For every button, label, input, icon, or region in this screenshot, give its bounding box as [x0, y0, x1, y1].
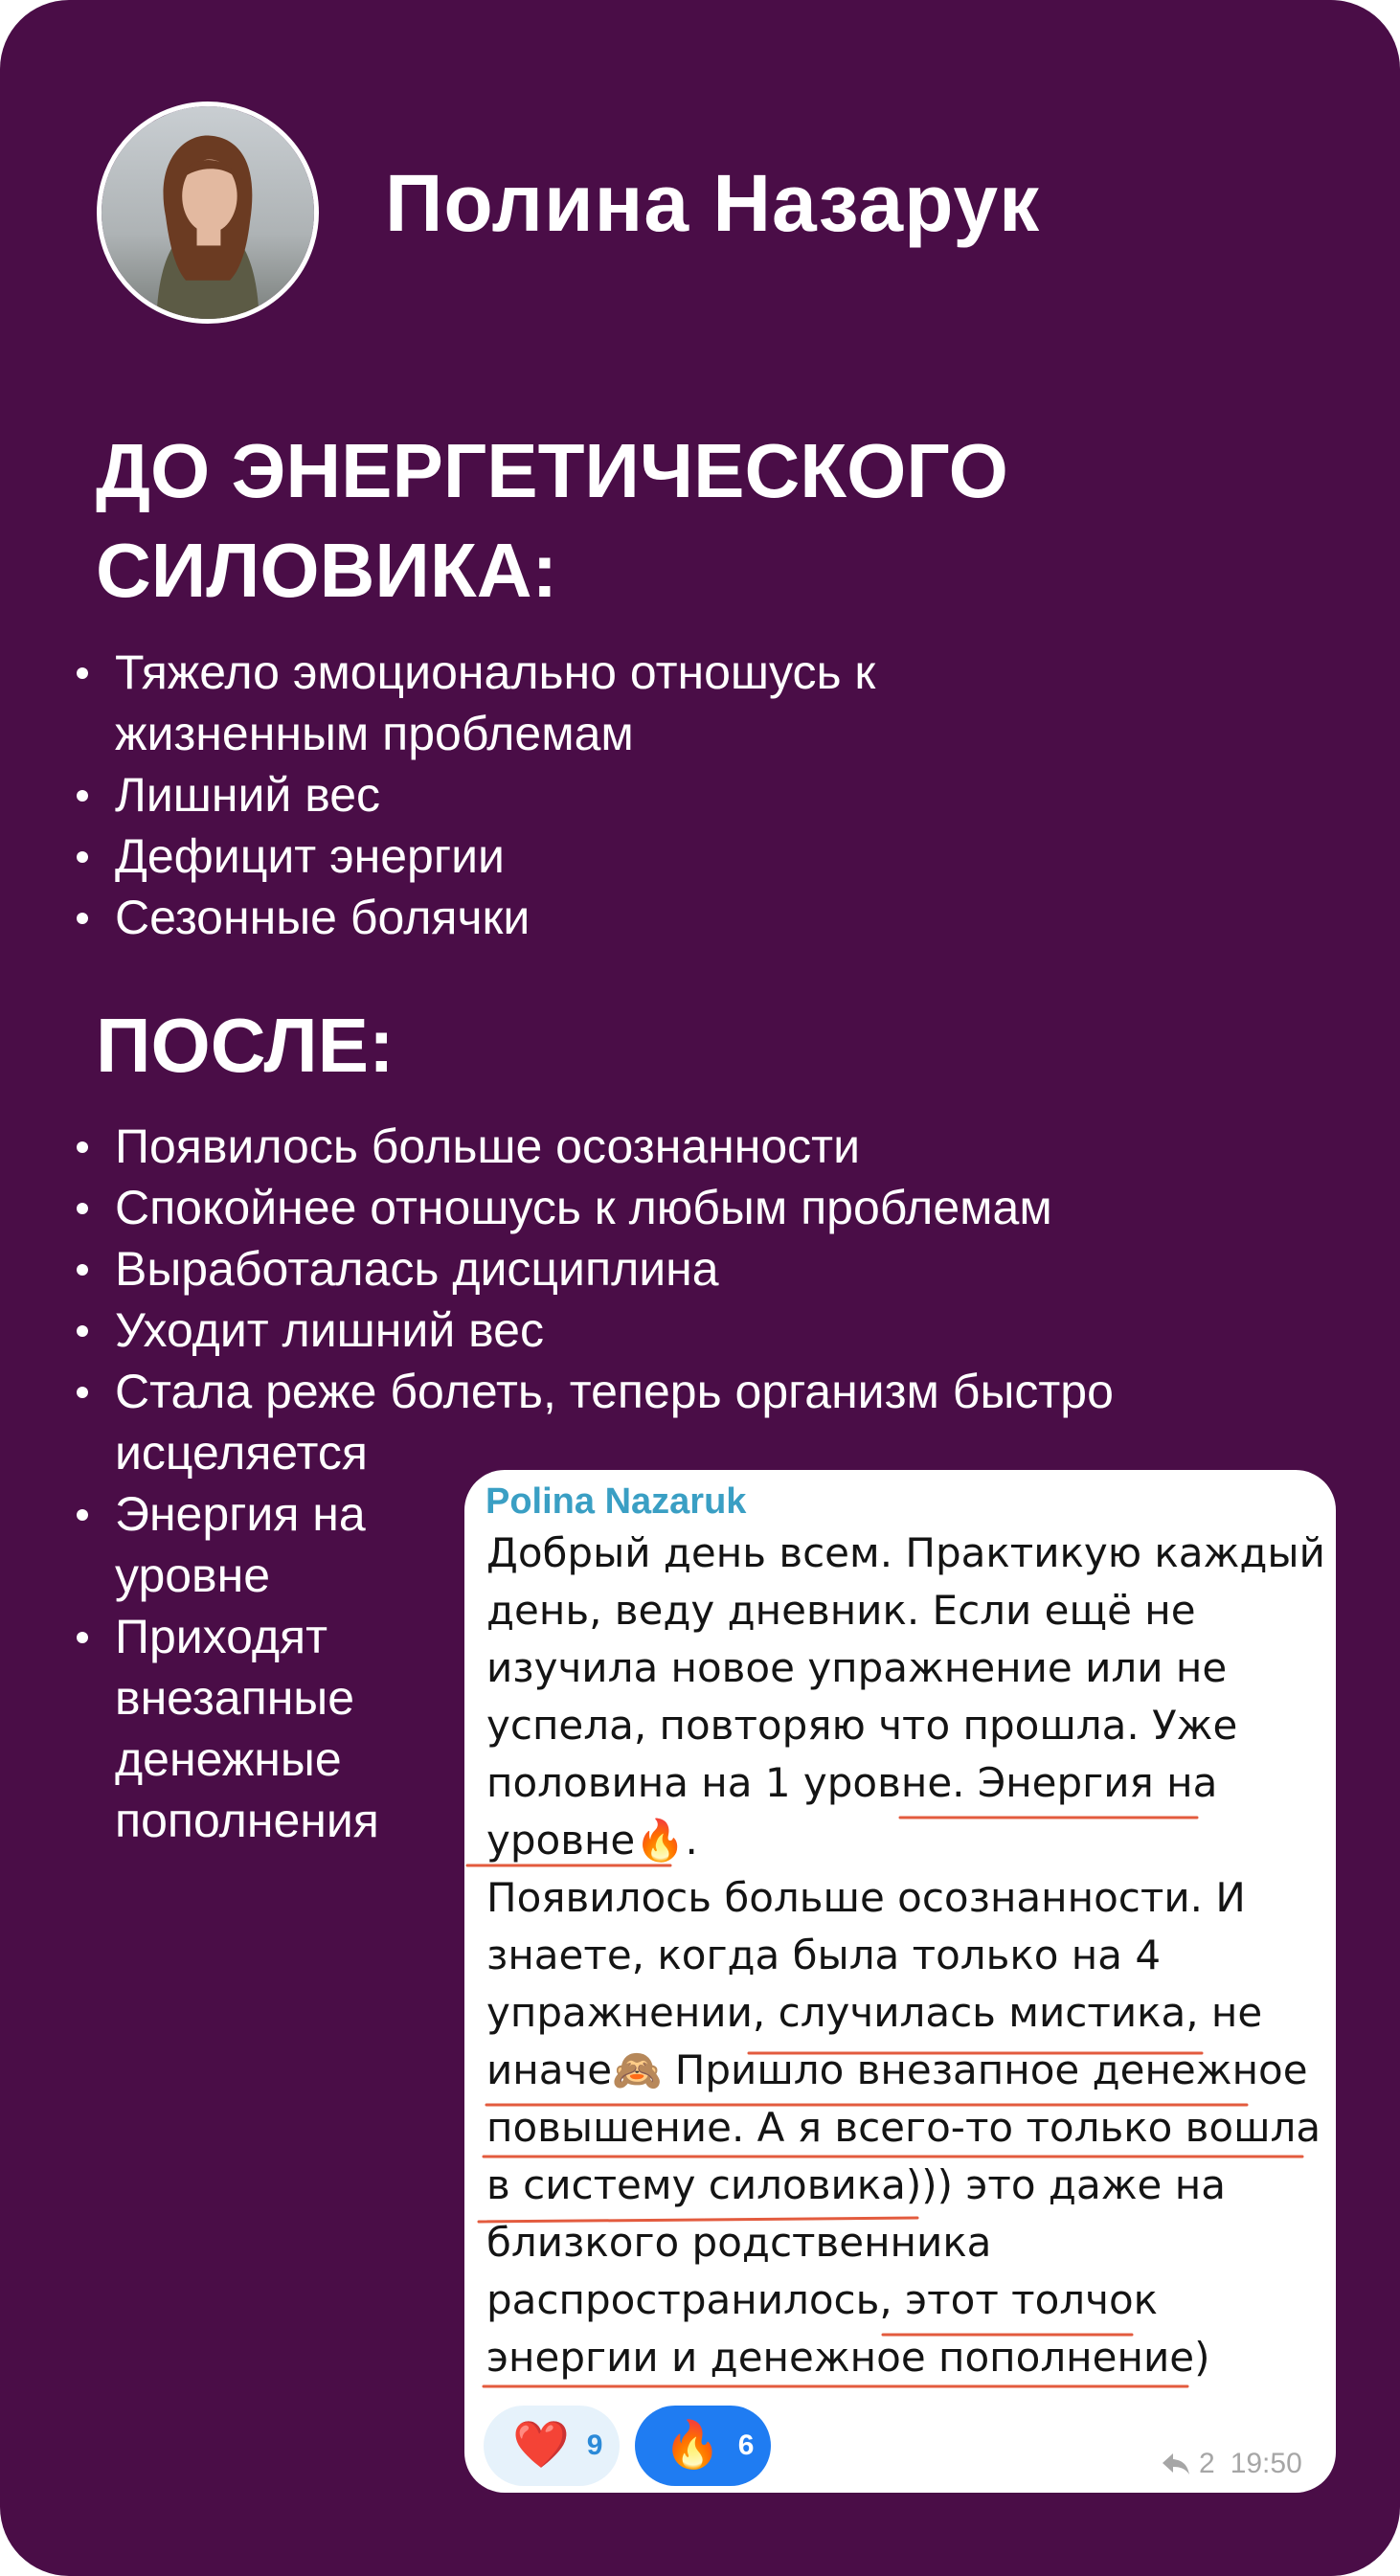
message-sender[interactable]: Polina Nazaruk [485, 1481, 747, 1522]
message-line: знаете, когда была только на 4 [486, 1932, 1162, 1978]
list-item: Энергия на уровне [115, 1483, 402, 1606]
message-text [486, 1525, 1329, 2386]
message-line: Появилось больше осознанности. И [486, 1874, 1246, 1921]
list-item: Уходит лишний вес [115, 1299, 1379, 1361]
message-line: Добрый день всем. Практикую каждый [486, 1529, 1325, 1576]
before-heading [96, 421, 1293, 621]
list-item: Лишний вес [115, 764, 1073, 825]
heart-icon: ❤️ [512, 2420, 570, 2471]
reply-count: 2 [1199, 2448, 1215, 2479]
avatar [97, 102, 319, 324]
profile-name: Полина Назарук [385, 158, 1041, 248]
reaction-count: 6 [737, 2429, 755, 2461]
message-line-underlined: повышение. А я всего-то только вошла [486, 2104, 1321, 2151]
message-time: 19:50 [1230, 2448, 1302, 2479]
reaction-count: 9 [586, 2429, 603, 2461]
fire-icon: 🔥 [664, 2420, 721, 2471]
message-line-underlined: упражнении, случилась мистика, не [486, 1989, 1263, 2036]
before-heading-line1: ДО ЭНЕРГЕТИЧЕСКОГО [96, 428, 1008, 513]
reply-icon[interactable] [1161, 2452, 1191, 2476]
list-item: Стала реже болеть, теперь организм быстро исцеляется [115, 1361, 1341, 1483]
message-line-underlined: уровне🔥. [486, 1817, 698, 1864]
message-line-underlined: распространилось, этот толчок [486, 2276, 1159, 2323]
avatar-photo [102, 106, 314, 319]
message-line: успела, повторяю что прошла. Уже [486, 1702, 1238, 1749]
reaction-fire-button[interactable] [635, 2406, 771, 2486]
list-item: Выработалась дисциплина [115, 1238, 1379, 1299]
reaction-heart-button[interactable] [484, 2406, 620, 2486]
message-line: день, веду дневник. Если ещё не [486, 1587, 1196, 1634]
list-item: Тяжело эмоционально отношусь к жизненным проблемам [115, 642, 1034, 764]
message-line-underlined: в систему силовика))) это даже на [486, 2161, 1226, 2208]
message-line-underlined: иначе🙈 Пришло внезапное денежное [486, 2046, 1308, 2093]
list-item: Появилось больше осознанности [115, 1116, 1379, 1177]
before-list [115, 642, 1073, 948]
before-heading-line2: СИЛОВИКА: [96, 528, 558, 613]
list-item: Дефицит энергии [115, 825, 1073, 887]
list-item: Спокойнее отношусь к любым проблемам [115, 1177, 1379, 1238]
message-meta [1161, 2448, 1302, 2480]
list-item: Приходят внезапные денежные пополнения [115, 1606, 402, 1851]
message-line-underlined: энергии и денежное пополнение) [486, 2334, 1210, 2381]
message-line-underlined: половина на 1 уровне. Энергия на [486, 1759, 1218, 1806]
list-item: Сезонные болячки [115, 887, 1073, 948]
message-line: близкого родственника [486, 2219, 992, 2266]
after-heading: ПОСЛЕ: [96, 1003, 395, 1088]
message-line: изучила новое упражнение или не [486, 1644, 1228, 1691]
